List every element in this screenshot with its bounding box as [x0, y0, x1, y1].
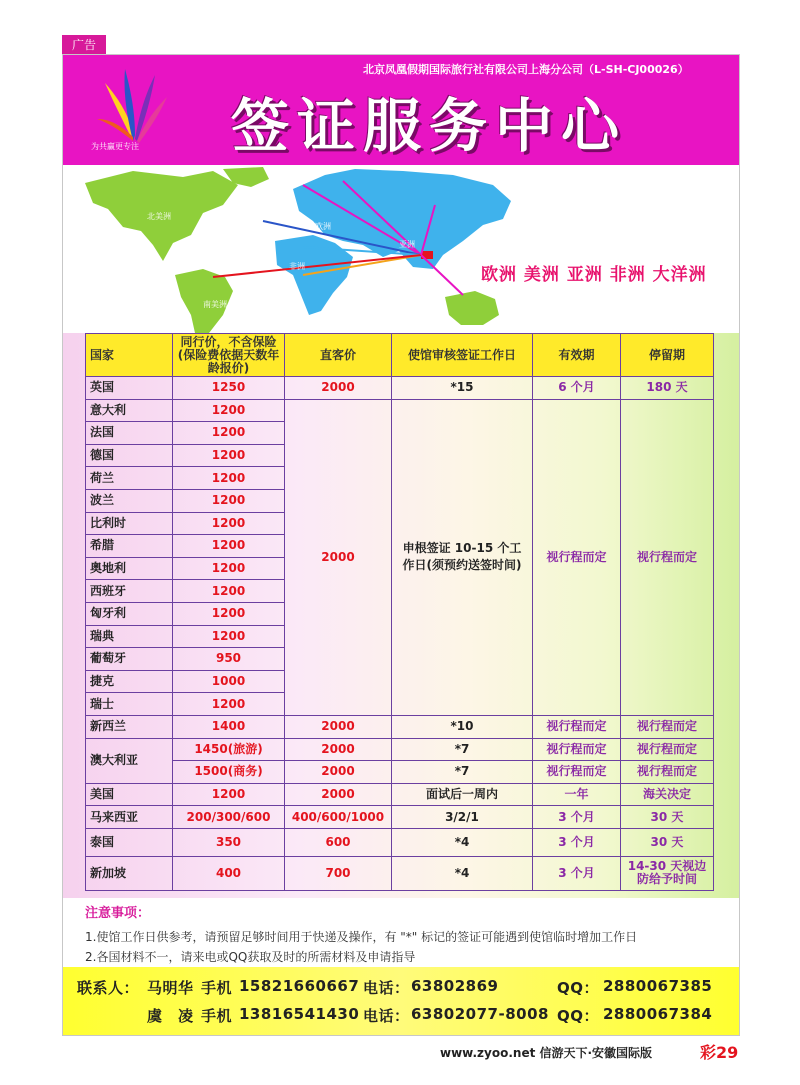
- peer-price-cell: 1250: [173, 377, 285, 400]
- peer-price-cell: 1200: [173, 783, 285, 806]
- poster-frame: [62, 54, 740, 1036]
- mobile-label: 手机: [201, 1007, 233, 1025]
- working-days-cell: *10: [392, 715, 533, 738]
- note-line: 1.使馆工作日供参考，请预留足够时间用于快递及操作，有 "*" 标记的签证可能遇到使馆临时增加工作日: [85, 930, 638, 944]
- country-cell: 奥地利: [86, 557, 173, 580]
- validity-cell: 视行程而定: [533, 761, 621, 784]
- mobile-label: 手机: [201, 979, 233, 997]
- table-row: [86, 856, 714, 890]
- schengen-validity: 视行程而定: [533, 399, 621, 715]
- schengen-stay: 视行程而定: [621, 399, 714, 715]
- table-row: [86, 377, 714, 400]
- stay-cell: 180 天: [621, 377, 714, 400]
- mobile-number: 15821660667: [239, 977, 360, 995]
- country-cell: 比利时: [86, 512, 173, 535]
- notes-heading: 注意事项：: [85, 906, 151, 921]
- company-name: 北京凤凰假期国际旅行社有限公司上海分公司（L-SH-CJ00026）: [363, 63, 689, 76]
- direct-price-cell: 400/600/1000: [285, 806, 392, 829]
- direct-price-cell: 600: [285, 828, 392, 856]
- qq-label: QQ：: [557, 1007, 600, 1025]
- mobile-number: 13816541430: [239, 1005, 360, 1023]
- header-banner: [63, 55, 739, 165]
- peer-price-cell: 350: [173, 828, 285, 856]
- stay-cell: 30 天: [621, 828, 714, 856]
- page-title: 签证服务中心: [231, 92, 628, 160]
- contact-name: 虞 凌: [147, 1007, 194, 1025]
- peer-price-cell: 1200: [173, 467, 285, 490]
- peer-price-cell: 400: [173, 856, 285, 890]
- peer-price-cell: 1450(旅游): [173, 738, 285, 761]
- visa-price-table: [85, 333, 714, 891]
- validity-cell: 视行程而定: [533, 715, 621, 738]
- country-cell: 新西兰: [86, 715, 173, 738]
- country-cell: 法国: [86, 422, 173, 445]
- peer-price-cell: 1200: [173, 489, 285, 512]
- working-days-cell: 3/2/1: [392, 806, 533, 829]
- qq-label: QQ：: [557, 979, 600, 997]
- footer-text: www.zyoo.net 信游天下·安徽国际版: [440, 1046, 653, 1060]
- peer-price-cell: 1500(商务): [173, 761, 285, 784]
- country-cell: 德国: [86, 444, 173, 467]
- logo-caption: 为共赢更专注: [91, 142, 139, 151]
- map-label-north-america: 北美洲: [147, 212, 171, 221]
- peer-price-cell: 1200: [173, 535, 285, 558]
- country-cell: 意大利: [86, 399, 173, 422]
- tel-label: 电话：: [363, 979, 410, 997]
- working-days-cell: 面试后一周内: [392, 783, 533, 806]
- direct-price-cell: 2000: [285, 738, 392, 761]
- working-days-cell: *7: [392, 761, 533, 784]
- working-days-cell: *7: [392, 738, 533, 761]
- tel-number: 63802077-8008: [411, 1005, 549, 1023]
- peer-price-cell: 1200: [173, 580, 285, 603]
- qq-number: 2880067385: [603, 977, 713, 995]
- header-validity: 有效期: [533, 334, 621, 377]
- header-stay: 停留期: [621, 334, 714, 377]
- direct-price-cell: 2000: [285, 377, 392, 400]
- ad-tag: 广告: [62, 35, 106, 55]
- country-cell: 希腊: [86, 535, 173, 558]
- peer-price-cell: 1200: [173, 602, 285, 625]
- working-days-cell: *15: [392, 377, 533, 400]
- country-cell: 马来西亚: [86, 806, 173, 829]
- visa-table-area: [63, 333, 739, 898]
- contact-name: 马明华: [147, 979, 194, 997]
- validity-cell: 3 个月: [533, 828, 621, 856]
- country-cell: 西班牙: [86, 580, 173, 603]
- direct-price-cell: 2000: [285, 783, 392, 806]
- direct-price-cell: 2000: [285, 715, 392, 738]
- peer-price-cell: 200/300/600: [173, 806, 285, 829]
- table-row: [86, 738, 714, 761]
- map-label-africa: 非洲: [289, 262, 305, 271]
- stay-cell: 海关决定: [621, 783, 714, 806]
- stay-cell: 视行程而定: [621, 715, 714, 738]
- direct-price-cell: 2000: [285, 761, 392, 784]
- table-row: [86, 783, 714, 806]
- note-line: 2.各国材料不一，请来电或QQ获取及时的所需材料及申请指导: [85, 950, 416, 964]
- map-label-asia: 亚洲: [399, 240, 415, 249]
- contact-label: 联系人：: [77, 979, 140, 997]
- schengen-direct-price: 2000: [285, 399, 392, 715]
- table-row: [86, 806, 714, 829]
- world-map: [63, 165, 739, 333]
- peer-price-cell: 1200: [173, 512, 285, 535]
- continents-list: 欧洲 美洲 亚洲 非洲 大洋洲: [481, 265, 707, 285]
- notes-section: [85, 902, 735, 967]
- table-header-row: [86, 334, 714, 377]
- tel-label: 电话：: [363, 1007, 410, 1025]
- contact-bar: [63, 967, 739, 1035]
- peer-price-cell: 1200: [173, 625, 285, 648]
- stay-cell: 14-30 天视边防给予时间: [621, 856, 714, 890]
- map-label-europe: 欧洲: [315, 222, 331, 231]
- peer-price-cell: 1400: [173, 715, 285, 738]
- peer-price-cell: 950: [173, 648, 285, 671]
- country-cell: 捷克: [86, 670, 173, 693]
- validity-cell: 3 个月: [533, 806, 621, 829]
- header-working-days: 使馆审核签证工作日: [392, 334, 533, 377]
- table-row: [86, 399, 714, 422]
- peer-price-cell: 1000: [173, 670, 285, 693]
- table-row: [86, 761, 714, 784]
- page-number: 彩29: [700, 1043, 739, 1062]
- table-row: [86, 828, 714, 856]
- validity-cell: 视行程而定: [533, 738, 621, 761]
- map-label-south-america: 南美洲: [203, 300, 227, 309]
- country-cell: 新加坡: [86, 856, 173, 890]
- country-cell: 英国: [86, 377, 173, 400]
- validity-cell: 一年: [533, 783, 621, 806]
- peer-price-cell: 1200: [173, 557, 285, 580]
- validity-cell: 6 个月: [533, 377, 621, 400]
- stay-cell: 视行程而定: [621, 738, 714, 761]
- peer-price-cell: 1200: [173, 444, 285, 467]
- peer-price-cell: 1200: [173, 422, 285, 445]
- stay-cell: 视行程而定: [621, 761, 714, 784]
- header-country: 国家: [86, 334, 173, 377]
- stay-cell: 30 天: [621, 806, 714, 829]
- country-cell: 葡萄牙: [86, 648, 173, 671]
- country-cell: 美国: [86, 783, 173, 806]
- qq-number: 2880067384: [603, 1005, 713, 1023]
- schengen-working-days: 申根签证 10-15 个工作日(须预约送签时间): [392, 399, 533, 715]
- country-cell: 荷兰: [86, 467, 173, 490]
- header-direct-price: 直客价: [285, 334, 392, 377]
- validity-cell: 3 个月: [533, 856, 621, 890]
- direct-price-cell: 700: [285, 856, 392, 890]
- table-row: [86, 715, 714, 738]
- country-cell: 澳大利亚: [86, 738, 173, 783]
- country-cell: 瑞典: [86, 625, 173, 648]
- tel-number: 63802869: [411, 977, 499, 995]
- working-days-cell: *4: [392, 856, 533, 890]
- header-peer-price: 同行价，不含保险(保险费依据天数年龄报价): [173, 334, 285, 377]
- country-cell: 瑞士: [86, 693, 173, 716]
- peer-price-cell: 1200: [173, 693, 285, 716]
- working-days-cell: *4: [392, 828, 533, 856]
- country-cell: 泰国: [86, 828, 173, 856]
- country-cell: 匈牙利: [86, 602, 173, 625]
- country-cell: 波兰: [86, 489, 173, 512]
- peer-price-cell: 1200: [173, 399, 285, 422]
